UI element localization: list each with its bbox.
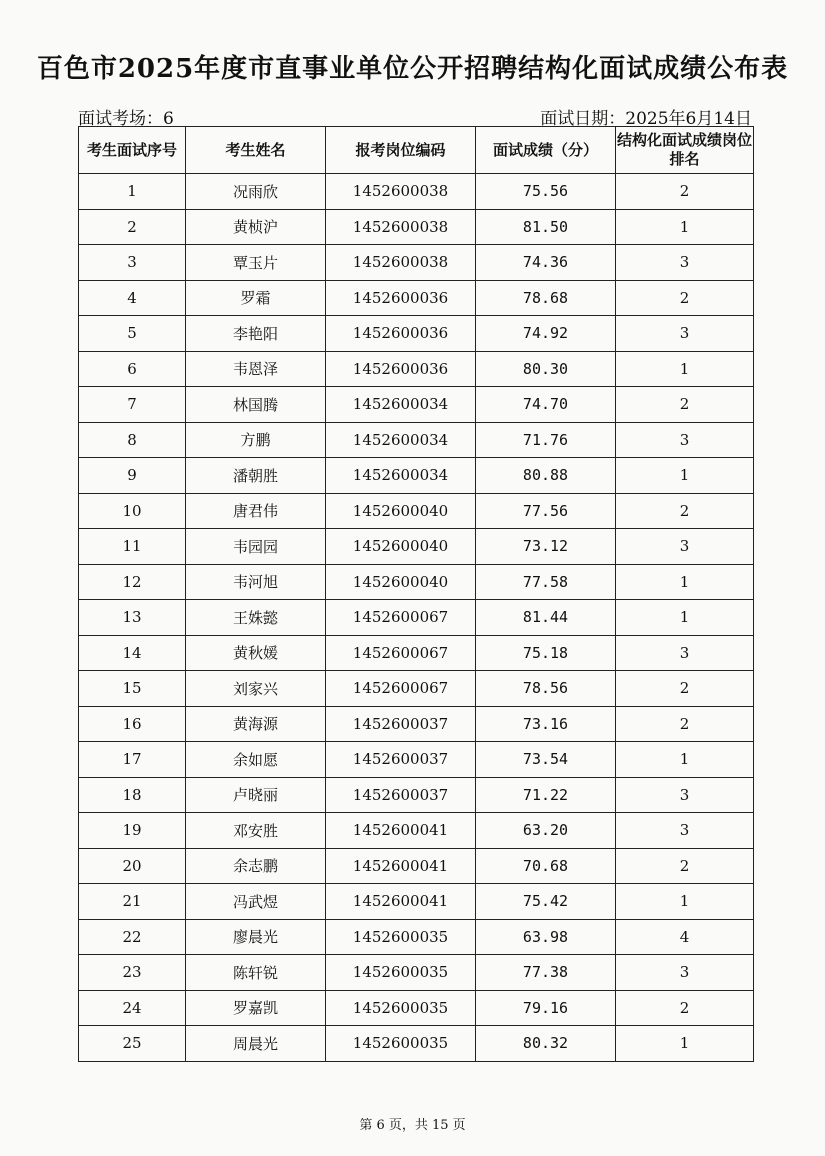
cell-score: 74.92 bbox=[476, 316, 616, 352]
cell-position-code: 1452600034 bbox=[326, 422, 476, 458]
cell-seq: 3 bbox=[79, 245, 186, 281]
cell-score: 70.68 bbox=[476, 848, 616, 884]
cell-position-code: 1452600067 bbox=[326, 671, 476, 707]
cell-rank: 1 bbox=[616, 564, 754, 600]
cell-score: 75.56 bbox=[476, 174, 616, 210]
table-row bbox=[79, 990, 754, 1026]
cell-name: 况雨欣 bbox=[186, 174, 326, 210]
cell-position-code: 1452600036 bbox=[326, 316, 476, 352]
cell-name: 潘朝胜 bbox=[186, 458, 326, 494]
cell-rank: 3 bbox=[616, 245, 754, 281]
cell-score: 73.12 bbox=[476, 529, 616, 565]
cell-seq: 15 bbox=[79, 671, 186, 707]
cell-position-code: 1452600041 bbox=[326, 884, 476, 920]
cell-rank: 3 bbox=[616, 813, 754, 849]
cell-rank: 3 bbox=[616, 635, 754, 671]
cell-score: 80.30 bbox=[476, 351, 616, 387]
cell-seq: 7 bbox=[79, 387, 186, 423]
cell-name: 陈轩锐 bbox=[186, 955, 326, 991]
cell-name: 周晨光 bbox=[186, 1026, 326, 1062]
cell-position-code: 1452600067 bbox=[326, 600, 476, 636]
table-row bbox=[79, 706, 754, 742]
cell-position-code: 1452600041 bbox=[326, 848, 476, 884]
cell-rank: 3 bbox=[616, 316, 754, 352]
cell-position-code: 1452600037 bbox=[326, 742, 476, 778]
cell-rank: 3 bbox=[616, 777, 754, 813]
header-position-code: 报考岗位编码 bbox=[326, 127, 476, 174]
cell-position-code: 1452600040 bbox=[326, 529, 476, 565]
cell-position-code: 1452600035 bbox=[326, 1026, 476, 1062]
cell-score: 77.58 bbox=[476, 564, 616, 600]
cell-seq: 25 bbox=[79, 1026, 186, 1062]
cell-name: 廖晨光 bbox=[186, 919, 326, 955]
cell-name: 黄海源 bbox=[186, 706, 326, 742]
header-seq: 考生面试序号 bbox=[79, 127, 186, 174]
cell-seq: 13 bbox=[79, 600, 186, 636]
cell-rank: 1 bbox=[616, 600, 754, 636]
date-label: 面试日期：2025年6月14日 bbox=[540, 109, 752, 129]
cell-position-code: 1452600037 bbox=[326, 706, 476, 742]
cell-name: 覃玉片 bbox=[186, 245, 326, 281]
cell-rank: 1 bbox=[616, 458, 754, 494]
table-row bbox=[79, 351, 754, 387]
table-row bbox=[79, 245, 754, 281]
cell-score: 75.18 bbox=[476, 635, 616, 671]
header-score: 面试成绩（分） bbox=[476, 127, 616, 174]
cell-rank: 3 bbox=[616, 529, 754, 565]
cell-name: 卢晓丽 bbox=[186, 777, 326, 813]
cell-position-code: 1452600035 bbox=[326, 955, 476, 991]
cell-seq: 21 bbox=[79, 884, 186, 920]
cell-score: 80.88 bbox=[476, 458, 616, 494]
cell-seq: 8 bbox=[79, 422, 186, 458]
cell-seq: 10 bbox=[79, 493, 186, 529]
cell-name: 罗嘉凯 bbox=[186, 990, 326, 1026]
cell-score: 74.36 bbox=[476, 245, 616, 281]
cell-rank: 2 bbox=[616, 706, 754, 742]
cell-name: 王姝懿 bbox=[186, 600, 326, 636]
cell-seq: 4 bbox=[79, 280, 186, 316]
cell-score: 81.44 bbox=[476, 600, 616, 636]
header-rank: 结构化面试成绩岗位排名 bbox=[616, 127, 754, 174]
cell-score: 78.56 bbox=[476, 671, 616, 707]
cell-rank: 1 bbox=[616, 884, 754, 920]
cell-score: 80.32 bbox=[476, 1026, 616, 1062]
cell-score: 63.20 bbox=[476, 813, 616, 849]
cell-seq: 20 bbox=[79, 848, 186, 884]
cell-score: 74.70 bbox=[476, 387, 616, 423]
cell-position-code: 1452600067 bbox=[326, 635, 476, 671]
table-row bbox=[79, 777, 754, 813]
table-row bbox=[79, 742, 754, 778]
cell-score: 73.16 bbox=[476, 706, 616, 742]
cell-seq: 11 bbox=[79, 529, 186, 565]
cell-name: 邓安胜 bbox=[186, 813, 326, 849]
cell-score: 63.98 bbox=[476, 919, 616, 955]
table-body bbox=[79, 174, 754, 1062]
table-row bbox=[79, 493, 754, 529]
table-row bbox=[79, 458, 754, 494]
table-row bbox=[79, 174, 754, 210]
table-row bbox=[79, 813, 754, 849]
cell-rank: 1 bbox=[616, 742, 754, 778]
cell-score: 77.38 bbox=[476, 955, 616, 991]
cell-name: 林国腾 bbox=[186, 387, 326, 423]
cell-position-code: 1452600038 bbox=[326, 209, 476, 245]
cell-position-code: 1452600035 bbox=[326, 990, 476, 1026]
cell-name: 余如愿 bbox=[186, 742, 326, 778]
venue-label: 面试考场：6 bbox=[78, 109, 174, 129]
table-row bbox=[79, 209, 754, 245]
table-row bbox=[79, 1026, 754, 1062]
cell-position-code: 1452600034 bbox=[326, 387, 476, 423]
cell-rank: 1 bbox=[616, 209, 754, 245]
table-row bbox=[79, 955, 754, 991]
cell-score: 77.56 bbox=[476, 493, 616, 529]
cell-score: 79.16 bbox=[476, 990, 616, 1026]
cell-seq: 9 bbox=[79, 458, 186, 494]
cell-score: 71.22 bbox=[476, 777, 616, 813]
table-header-row bbox=[79, 127, 754, 174]
cell-rank: 2 bbox=[616, 671, 754, 707]
cell-seq: 16 bbox=[79, 706, 186, 742]
cell-score: 71.76 bbox=[476, 422, 616, 458]
cell-name: 余志鹏 bbox=[186, 848, 326, 884]
cell-rank: 4 bbox=[616, 919, 754, 955]
cell-name: 罗霜 bbox=[186, 280, 326, 316]
cell-seq: 24 bbox=[79, 990, 186, 1026]
cell-name: 李艳阳 bbox=[186, 316, 326, 352]
table-row bbox=[79, 564, 754, 600]
cell-rank: 2 bbox=[616, 174, 754, 210]
cell-score: 78.68 bbox=[476, 280, 616, 316]
cell-name: 刘家兴 bbox=[186, 671, 326, 707]
cell-seq: 18 bbox=[79, 777, 186, 813]
cell-position-code: 1452600035 bbox=[326, 919, 476, 955]
cell-name: 冯武煜 bbox=[186, 884, 326, 920]
cell-seq: 1 bbox=[79, 174, 186, 210]
cell-name: 韦园园 bbox=[186, 529, 326, 565]
cell-name: 黄桢沪 bbox=[186, 209, 326, 245]
cell-position-code: 1452600038 bbox=[326, 174, 476, 210]
cell-seq: 14 bbox=[79, 635, 186, 671]
cell-position-code: 1452600037 bbox=[326, 777, 476, 813]
table-row bbox=[79, 529, 754, 565]
cell-position-code: 1452600036 bbox=[326, 351, 476, 387]
cell-position-code: 1452600040 bbox=[326, 493, 476, 529]
table-row bbox=[79, 422, 754, 458]
cell-name: 韦河旭 bbox=[186, 564, 326, 600]
table-row bbox=[79, 848, 754, 884]
cell-seq: 12 bbox=[79, 564, 186, 600]
cell-name: 黄秋媛 bbox=[186, 635, 326, 671]
cell-score: 81.50 bbox=[476, 209, 616, 245]
table-row bbox=[79, 280, 754, 316]
cell-position-code: 1452600034 bbox=[326, 458, 476, 494]
cell-seq: 5 bbox=[79, 316, 186, 352]
cell-seq: 6 bbox=[79, 351, 186, 387]
table-row bbox=[79, 671, 754, 707]
cell-position-code: 1452600038 bbox=[326, 245, 476, 281]
table-row bbox=[79, 635, 754, 671]
cell-rank: 3 bbox=[616, 422, 754, 458]
cell-rank: 2 bbox=[616, 387, 754, 423]
cell-rank: 3 bbox=[616, 955, 754, 991]
cell-name: 韦恩泽 bbox=[186, 351, 326, 387]
cell-seq: 2 bbox=[79, 209, 186, 245]
cell-seq: 19 bbox=[79, 813, 186, 849]
cell-rank: 2 bbox=[616, 990, 754, 1026]
cell-seq: 17 bbox=[79, 742, 186, 778]
cell-rank: 1 bbox=[616, 351, 754, 387]
page-footer: 第 6 页，共 15 页 bbox=[359, 1118, 466, 1133]
table-row bbox=[79, 600, 754, 636]
cell-position-code: 1452600041 bbox=[326, 813, 476, 849]
page-title: 百色市2025年度市直事业单位公开招聘结构化面试成绩公布表 bbox=[36, 54, 789, 84]
cell-position-code: 1452600036 bbox=[326, 280, 476, 316]
cell-score: 73.54 bbox=[476, 742, 616, 778]
cell-seq: 22 bbox=[79, 919, 186, 955]
cell-rank: 2 bbox=[616, 848, 754, 884]
cell-name: 唐君伟 bbox=[186, 493, 326, 529]
cell-score: 75.42 bbox=[476, 884, 616, 920]
header-name: 考生姓名 bbox=[186, 127, 326, 174]
cell-rank: 2 bbox=[616, 493, 754, 529]
cell-name: 方鹏 bbox=[186, 422, 326, 458]
table-row bbox=[79, 316, 754, 352]
table-row bbox=[79, 884, 754, 920]
cell-rank: 1 bbox=[616, 1026, 754, 1062]
table-row bbox=[79, 387, 754, 423]
scores-table bbox=[78, 126, 754, 1062]
cell-position-code: 1452600040 bbox=[326, 564, 476, 600]
cell-rank: 2 bbox=[616, 280, 754, 316]
table-row bbox=[79, 919, 754, 955]
cell-seq: 23 bbox=[79, 955, 186, 991]
